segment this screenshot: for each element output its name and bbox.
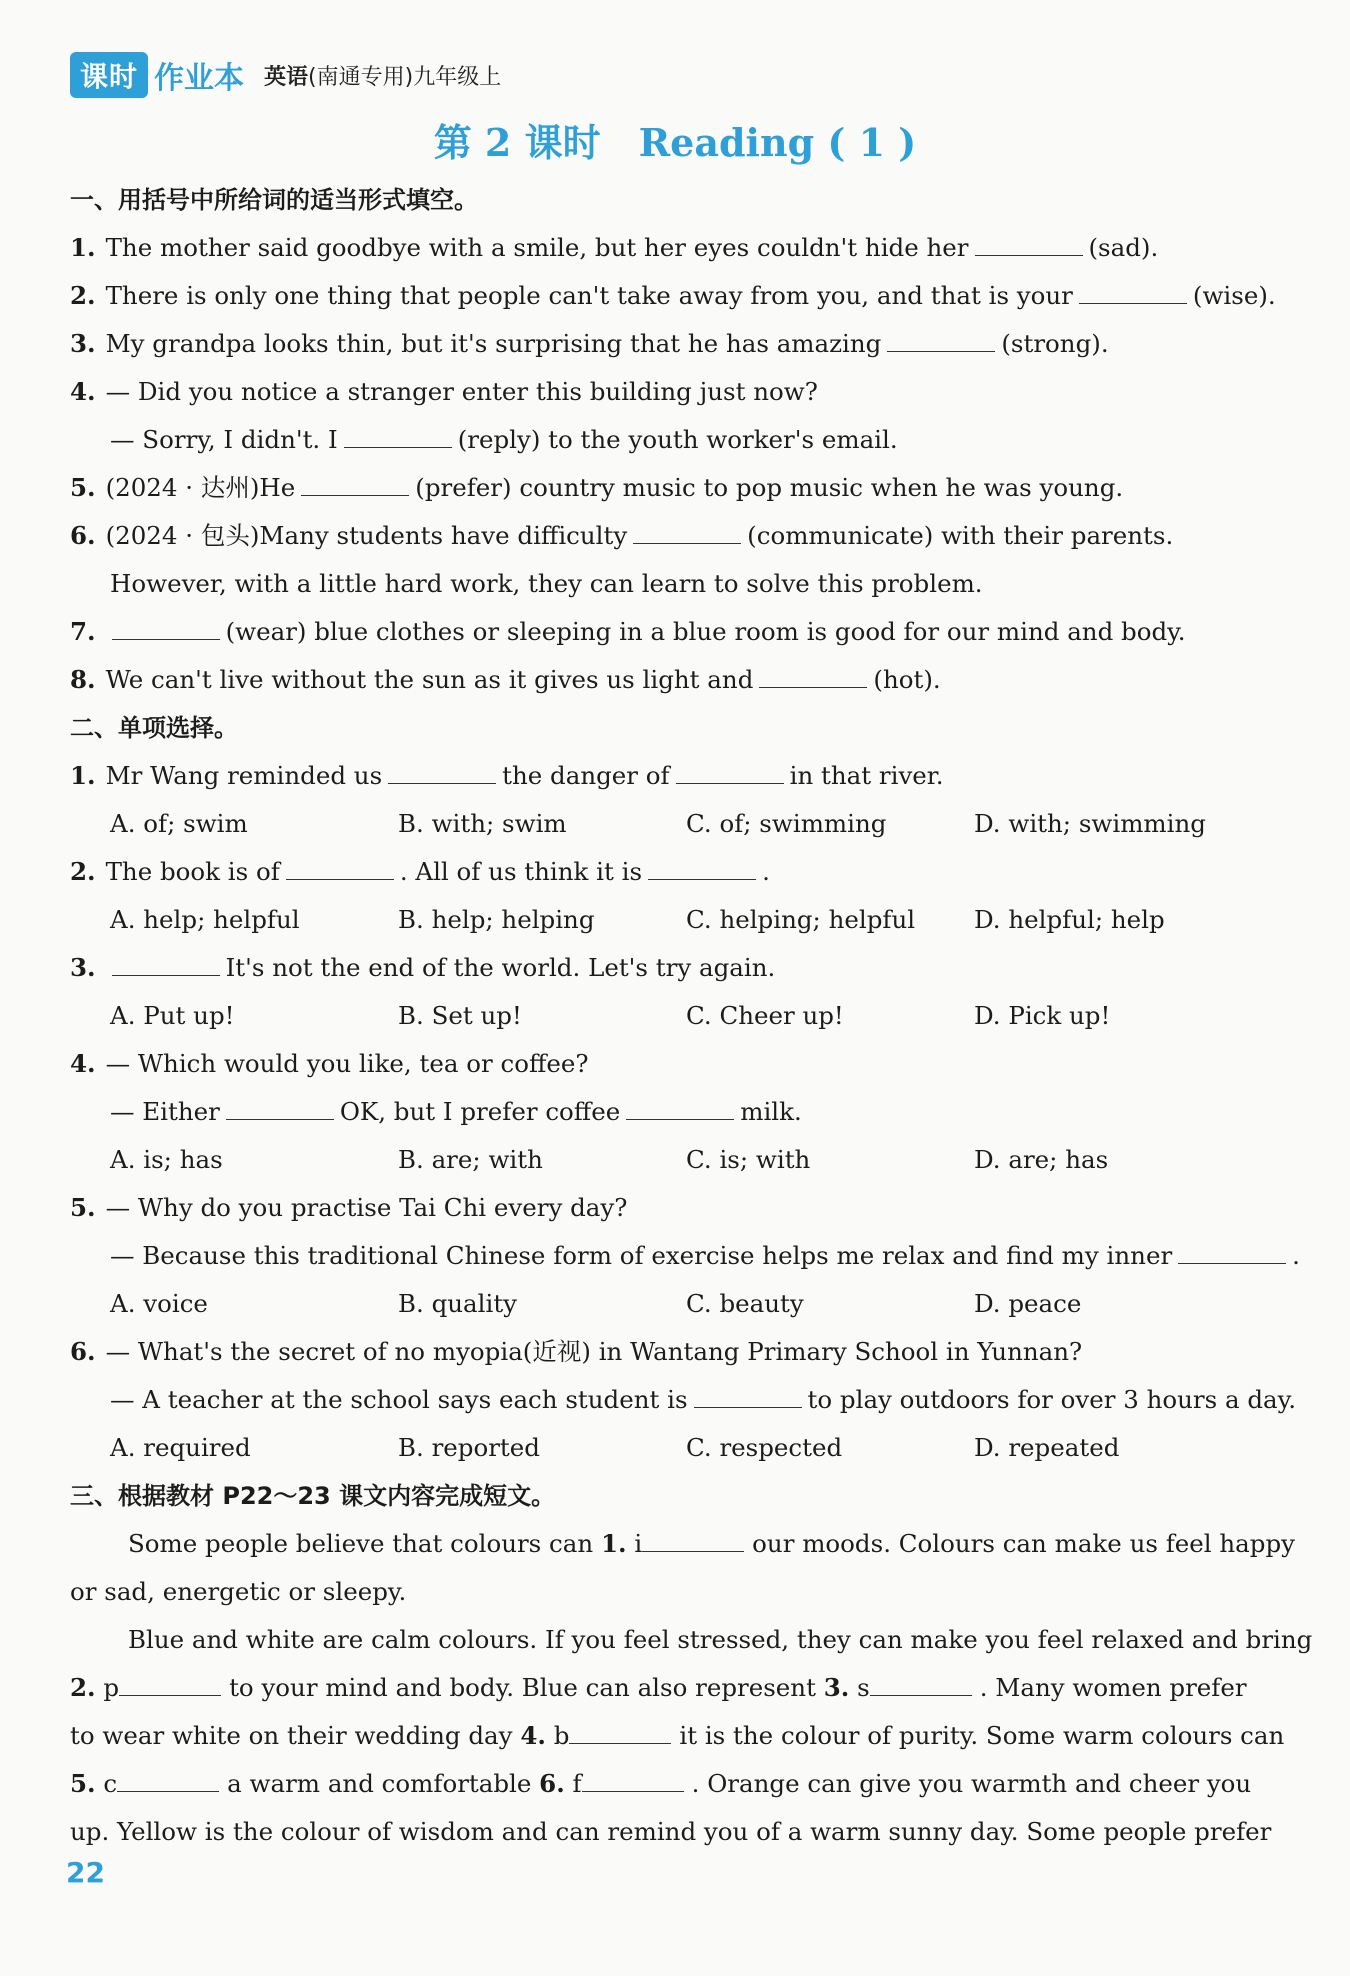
answer-blank[interactable] — [626, 1095, 734, 1120]
s1-item-8: 8. We can't live without the sun as it gives us light and (hot). — [70, 665, 941, 694]
brand-name: 作业本 — [154, 61, 245, 96]
page-header — [70, 52, 501, 98]
s2-q1: 1. Mr Wang reminded us the danger of in that river. — [70, 761, 944, 790]
option-a[interactable]: A. required — [110, 1433, 251, 1462]
option-b[interactable]: B. are; with — [398, 1145, 543, 1174]
s1-item-1: 1. The mother said goodbye with a smile, but her eyes couldn't hide her (sad). — [70, 233, 1159, 262]
option-b[interactable]: B. reported — [398, 1433, 540, 1462]
answer-blank[interactable] — [887, 327, 995, 352]
answer-blank[interactable] — [1079, 279, 1187, 304]
answer-blank[interactable] — [226, 1095, 334, 1120]
cloze-blank[interactable] — [870, 1671, 972, 1696]
cloze-blank[interactable] — [569, 1719, 671, 1744]
cloze-line-6: 5. c a warm and comfortable 6. f . Orange can give you warmth and cheer you — [70, 1769, 1252, 1798]
cloze-line-5: to wear white on their wedding day 4. b it is the colour of purity. Some warm colours can — [70, 1721, 1285, 1750]
option-a[interactable]: A. help; helpful — [110, 905, 300, 934]
answer-blank[interactable] — [1178, 1239, 1286, 1264]
option-b[interactable]: B. quality — [398, 1289, 518, 1318]
option-a[interactable]: A. Put up! — [110, 1001, 235, 1030]
s2-q4-reply: — Either OK, but I prefer coffee milk. — [110, 1097, 802, 1126]
s1-item-2: 2. There is only one thing that people can't take away from you, and that is your (wise). — [70, 281, 1276, 310]
option-c[interactable]: C. beauty — [686, 1289, 804, 1318]
s1-item-3: 3. My grandpa looks thin, but it's surprising that he has amazing (strong). — [70, 329, 1109, 358]
option-d[interactable]: D. Pick up! — [974, 1001, 1111, 1030]
option-d[interactable]: D. peace — [974, 1289, 1082, 1318]
answer-blank[interactable] — [388, 759, 496, 784]
page-number: 22 — [66, 1856, 105, 1889]
option-c[interactable]: C. respected — [686, 1433, 843, 1462]
option-b[interactable]: B. help; helping — [398, 905, 595, 934]
cloze-blank[interactable] — [119, 1671, 221, 1696]
option-b[interactable]: B. Set up! — [398, 1001, 522, 1030]
answer-blank[interactable] — [676, 759, 784, 784]
option-d[interactable]: D. repeated — [974, 1433, 1120, 1462]
s1-item-4-reply: — Sorry, I didn't. I (reply) to the youth worker's email. — [110, 425, 898, 454]
answer-blank[interactable] — [694, 1383, 802, 1408]
s2-q4-options — [70, 1136, 1275, 1184]
answer-blank[interactable] — [286, 855, 394, 880]
option-c[interactable]: C. of; swimming — [686, 809, 887, 838]
answer-blank[interactable] — [344, 423, 452, 448]
s1-item-6: 6. (2024 · 包头)Many students have difficulty (communicate) with their parents. — [70, 521, 1174, 550]
answer-blank[interactable] — [975, 231, 1083, 256]
s2-q6: 6. — What's the secret of no myopia(近视) in Wantang Primary School in Yunnan? — [70, 1337, 1083, 1366]
s2-q5-options — [70, 1280, 1275, 1328]
option-d[interactable]: D. are; has — [974, 1145, 1109, 1174]
option-b[interactable]: B. with; swim — [398, 809, 567, 838]
option-d[interactable]: D. helpful; help — [974, 905, 1165, 934]
s2-q4: 4. — Which would you like, tea or coffee? — [70, 1049, 589, 1078]
option-a[interactable]: A. of; swim — [110, 809, 248, 838]
s1-item-6-cont: However, with a little hard work, they can learn to solve this problem. — [110, 569, 983, 598]
section-3-heading: 三、根据教材 P22～23 课文内容完成短文。 — [70, 1482, 556, 1510]
section-2-heading: 二、单项选择。 — [70, 714, 238, 742]
cloze-blank[interactable] — [642, 1527, 744, 1552]
option-c[interactable]: C. helping; helpful — [686, 905, 916, 934]
option-a[interactable]: A. is; has — [110, 1145, 223, 1174]
answer-blank[interactable] — [301, 471, 409, 496]
option-c[interactable]: C. Cheer up! — [686, 1001, 844, 1030]
s1-item-7: 7. (wear) blue clothes or sleeping in a blue room is good for our mind and body. — [70, 617, 1186, 646]
page-title: 第 2 课时 Reading ( 1 ) — [433, 120, 917, 165]
s2-q3-options — [70, 992, 1275, 1040]
s1-item-5: 5. (2024 · 达州)He (prefer) country music to pop music when he was young. — [70, 473, 1124, 502]
s2-q5-reply: — Because this traditional Chinese form of exercise helps me relax and find my inner . — [110, 1241, 1300, 1270]
s2-q6-options — [70, 1424, 1275, 1472]
answer-blank[interactable] — [648, 855, 756, 880]
exercise-content — [70, 176, 1313, 1856]
s2-q5: 5. — Why do you practise Tai Chi every day? — [70, 1193, 628, 1222]
s1-item-4: 4. — Did you notice a stranger enter this building just now? — [70, 377, 818, 406]
s2-q3: 3. It's not the end of the world. Let's try again. — [70, 953, 776, 982]
s2-q6-reply: — A teacher at the school says each student is to play outdoors for over 3 hours a day. — [110, 1385, 1297, 1414]
s2-q2-options — [70, 896, 1275, 944]
cloze-blank[interactable] — [117, 1767, 219, 1792]
s2-q2: 2. The book is of . All of us think it is . — [70, 857, 770, 886]
book-subtitle: 英语(南通专用)九年级上 — [264, 64, 502, 90]
cloze-line-4: 2. p to your mind and body. Blue can also represent 3. s . Many women prefer — [70, 1673, 1247, 1702]
s2-q1-options — [70, 800, 1275, 848]
cloze-line-1: Some people believe that colours can 1. i our moods. Colours can make us feel happy — [128, 1529, 1295, 1558]
answer-blank[interactable] — [633, 519, 741, 544]
option-c[interactable]: C. is; with — [686, 1145, 811, 1174]
answer-blank[interactable] — [112, 615, 220, 640]
answer-blank[interactable] — [112, 951, 220, 976]
option-d[interactable]: D. with; swimming — [974, 809, 1206, 838]
section-1-heading: 一、用括号中所给词的适当形式填空。 — [70, 186, 478, 214]
cloze-line-3: Blue and white are calm colours. If you feel stressed, they can make you feel relaxed and bring — [128, 1625, 1313, 1654]
cloze-line-2: or sad, energetic or sleepy. — [70, 1577, 407, 1606]
option-a[interactable]: A. voice — [110, 1289, 208, 1318]
cloze-line-7: up. Yellow is the colour of wisdom and can remind you of a warm sunny day. Some people prefer — [70, 1817, 1272, 1846]
brand-logo: 课时 — [70, 52, 148, 98]
answer-blank[interactable] — [759, 663, 867, 688]
cloze-blank[interactable] — [582, 1767, 684, 1792]
